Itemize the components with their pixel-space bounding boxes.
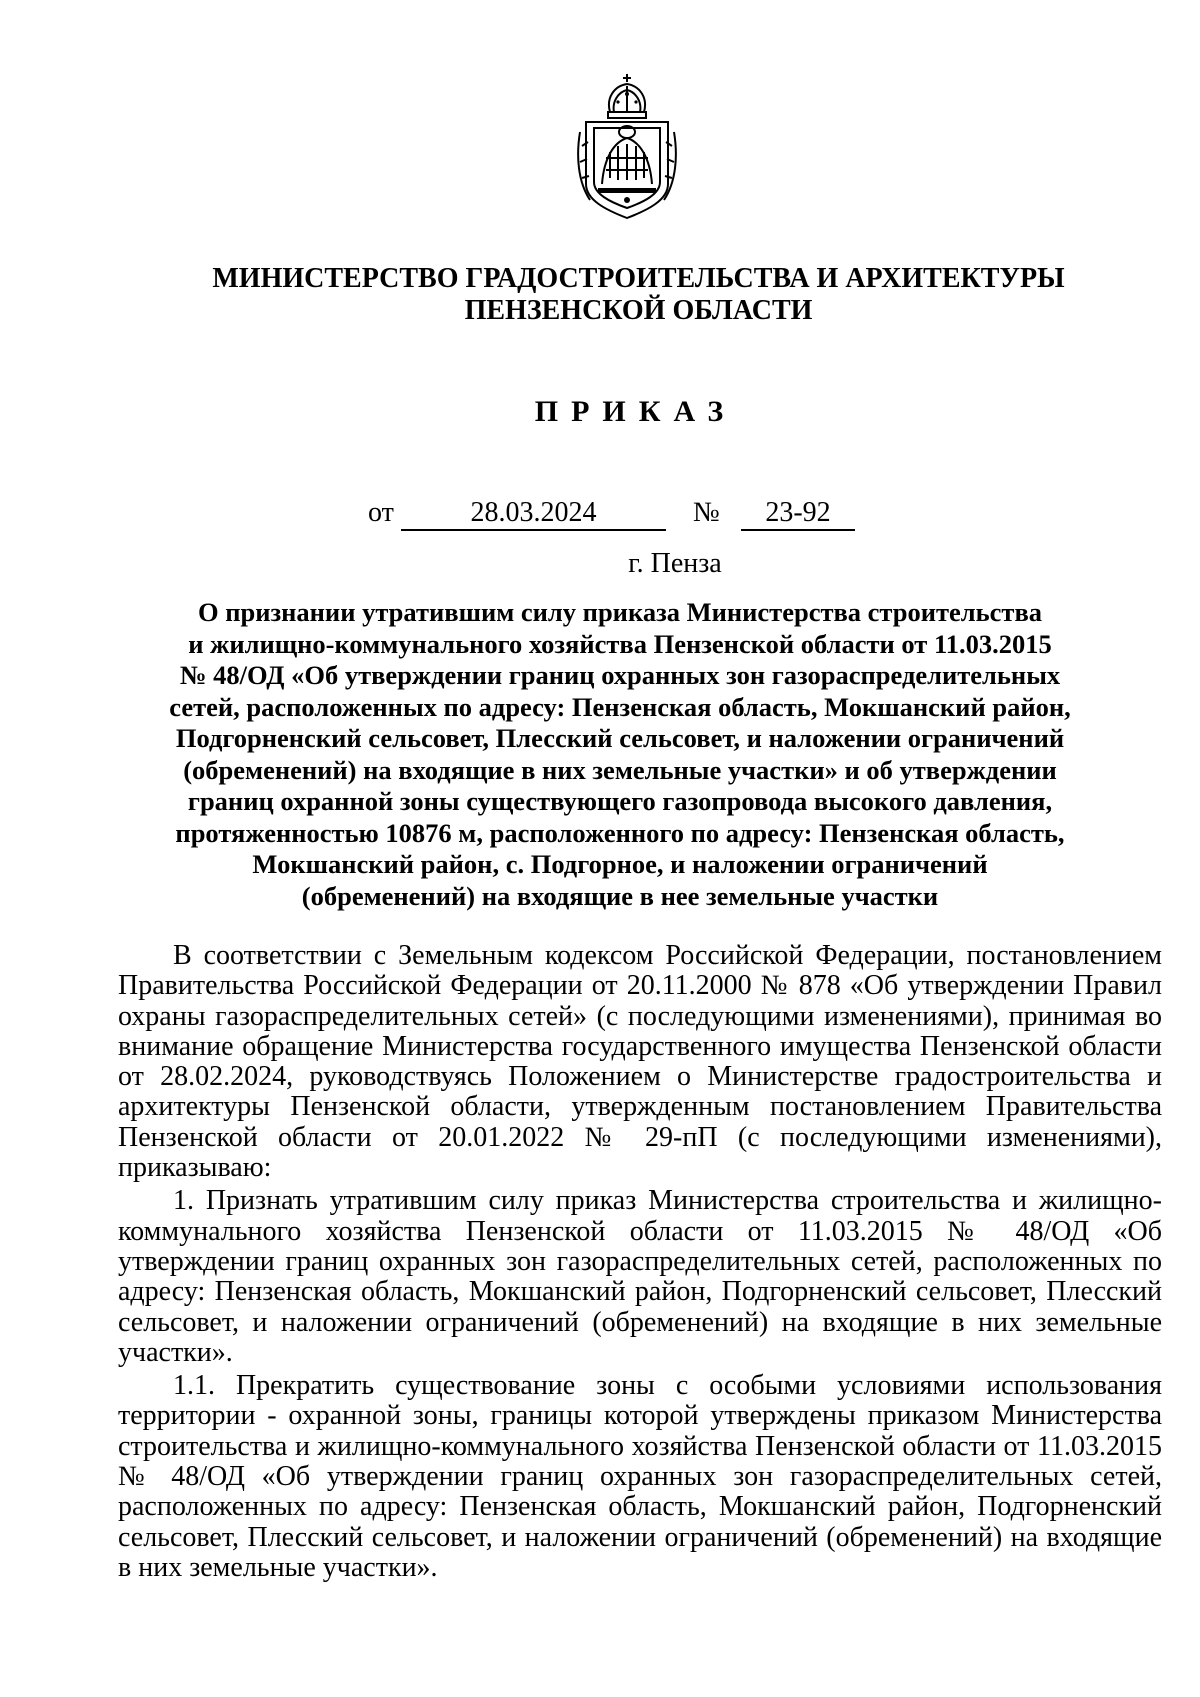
city-name: г. Пенза xyxy=(628,548,722,579)
body-paragraph-item-1: 1. Признать утратившим силу приказ Министерства строительства и жилищно-коммунального хозяйства Пензенской области от 11.03.2015 № 48/ОД «Об утверждении границ охранных зон газораспределительных сетей, расположенных по адресу: Пензенская область, Мокшанский район, Подгорненский сельсовет, Плесский сельсовет, и наложении ограничений (обременений) на входящие в них земельные участки». xyxy=(118,1185,1162,1368)
number-label: № xyxy=(693,497,720,528)
title-line: (обременений) на входящие в них земельные участки» и об утверждении xyxy=(183,754,1057,785)
title-line: и жилищно-коммунального хозяйства Пензенской области от 11.03.2015 xyxy=(188,628,1052,659)
title-line: О признании утратившим силу приказа Министерства строительства xyxy=(197,597,1043,627)
title-line: Мокшанский район, с. Подгорное, и наложении ограничений xyxy=(252,849,988,879)
title-line: № 48/ОД «Об утверждении границ охранных зон газораспределительных xyxy=(179,660,1061,690)
body-paragraph-item-1-1: 1.1. Прекратить существование зоны с особыми условиями использования территории - охранной зоны, границы которой утверждены приказом Министерства строительства и жилищно-коммунального хозяйства Пензенской области от 11.03.2015 № 48/ОД «Об утверждении границ охранных зон газораспределительных сетей, расположенных по адресу: Пензенская область, Мокшанский район, Подгорненский сельсовет, Плесский сельсовет, и наложении ограничений (обременений) на входящие в них земельные участки». xyxy=(118,1370,1162,1583)
date-label: от xyxy=(368,497,394,528)
ministry-name xyxy=(0,263,1200,327)
title-line: сетей, расположенных по адресу: Пензенская область, Мокшанский район, xyxy=(169,691,1071,722)
document-date: 28.03.2024 xyxy=(401,497,666,531)
penza-oblast-coat-of-arms-icon xyxy=(574,72,680,220)
document-body xyxy=(118,941,1162,1583)
document-title xyxy=(160,597,1080,912)
ministry-name-line-2: ПЕНЗЕНСКОЙ ОБЛАСТИ xyxy=(464,295,813,326)
title-line: (обременений) на входящие в нее земельные участки xyxy=(301,880,939,911)
title-line: протяженностью 10876 м, расположенного по адресу: Пензенская область, xyxy=(175,817,1065,848)
ministry-name-line-1: МИНИСТЕРСТВО ГРАДОСТРОИТЕЛЬСТВА И АРХИТЕКТУРЫ xyxy=(212,263,1065,294)
document-type-heading: ПРИКАЗ xyxy=(534,395,737,428)
body-paragraph-preamble: В соответствии с Земельным кодексом Российской Федерации, постановлением Правительства Российской Федерации от 20.11.2000 № 878 «Об утверждении Правил охраны газораспределительных сетей» (с последующими изменениями), принимая во внимание обращение Министерства государственного имущества Пензенской области от 28.02.2024, руководствуясь Положением о Министерстве градостроительства и архитектуры Пензенской области, утвержденным постановлением Правительства Пензенской области от 20.01.2022 № 29-пП (с последующими изменениями), приказываю: xyxy=(118,940,1162,1184)
title-line: Подгорненский сельсовет, Плесский сельсовет, и наложении ограничений xyxy=(175,723,1065,753)
title-line: границ охранной зоны существующего газопровода высокого давления, xyxy=(187,786,1053,816)
document-number: 23-92 xyxy=(741,497,855,531)
